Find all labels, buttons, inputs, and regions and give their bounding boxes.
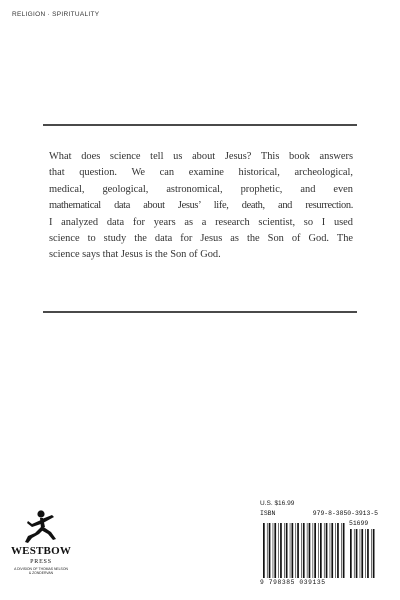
division-line: & ZONDERVAN <box>28 571 54 576</box>
barcode-bar <box>307 523 308 578</box>
barcode-bar <box>273 523 274 578</box>
barcode-bar <box>330 523 331 578</box>
back-cover-blurb <box>49 149 353 264</box>
barcode-bar <box>361 529 363 578</box>
isbn-number: 979-8-3850-3913-5 <box>312 510 378 517</box>
blurb-line: that question. We can examine historical, archeological, <box>49 167 353 179</box>
barcode-bar <box>295 523 296 578</box>
barcode <box>260 520 378 588</box>
publisher-logo <box>10 509 72 587</box>
blurb-line: I analyzed data for years as a research scientist, so I used <box>49 216 353 228</box>
barcode-bar <box>309 523 311 578</box>
barcode-bar <box>278 523 279 578</box>
barcode-bar <box>331 523 333 578</box>
blurb-line: science to study the data for Jesus as the Son of God. The <box>49 233 353 245</box>
barcode-bar <box>263 523 265 578</box>
addon-digits: 51699 <box>349 520 369 527</box>
isbn-label: ISBN <box>260 510 276 517</box>
barcode-bar <box>267 523 268 578</box>
barcode-bar <box>314 523 316 578</box>
barcode-bar <box>274 523 276 578</box>
barcode-bar <box>303 523 305 578</box>
barcode-bar <box>367 529 369 578</box>
barcode-bar <box>350 529 352 578</box>
barcode-bar <box>284 523 285 578</box>
publisher-press: PRESS <box>30 559 52 565</box>
barcode-bar <box>360 529 361 578</box>
barcode-bar <box>280 523 282 578</box>
barcode-bar <box>320 523 322 578</box>
barcode-digits: 9 798385 039135 <box>260 579 326 586</box>
price-label: U.S. $16.99 <box>260 500 295 507</box>
barcode-bars <box>260 520 378 580</box>
blurb-line: What does science tell us about Jesus? This book answers <box>49 151 353 162</box>
barcode-bar <box>269 523 271 578</box>
barcode-bar <box>335 523 336 578</box>
barcode-bar <box>301 523 302 578</box>
publisher-name: WESTBOW <box>10 545 72 557</box>
blurb-line: medical, geological, astronomical, prophetic, and even <box>49 183 353 195</box>
barcode-bar <box>365 529 366 578</box>
barcode-bar <box>313 523 314 578</box>
barcode-bar <box>337 523 339 578</box>
barcode-bar <box>292 523 294 578</box>
division-line: A DIVISION OF THOMAS NELSON <box>14 567 68 571</box>
isbn-text <box>260 510 378 517</box>
barcode-bar <box>290 523 291 578</box>
barcode-bar <box>373 529 375 578</box>
barcode-bar <box>318 523 319 578</box>
barcode-bar <box>356 529 358 578</box>
barcode-bar <box>354 529 355 578</box>
bottom-divider <box>43 311 357 313</box>
barcode-bar <box>286 523 288 578</box>
top-divider <box>43 124 357 126</box>
running-figure-icon <box>20 509 60 545</box>
barcode-bar <box>297 523 299 578</box>
barcode-bar <box>371 529 372 578</box>
barcode-bar <box>343 523 345 578</box>
barcode-bar <box>341 523 342 578</box>
blurb-line: mathematical data about Jesus’ life, death, and resurrection. <box>49 200 353 212</box>
category-label: RELIGION · SPIRITUALITY <box>12 11 100 18</box>
barcode-bar <box>326 523 328 578</box>
publisher-division <box>10 567 72 575</box>
barcode-bar <box>324 523 325 578</box>
blurb-line: science says that Jesus is the Son of God. <box>49 249 221 261</box>
